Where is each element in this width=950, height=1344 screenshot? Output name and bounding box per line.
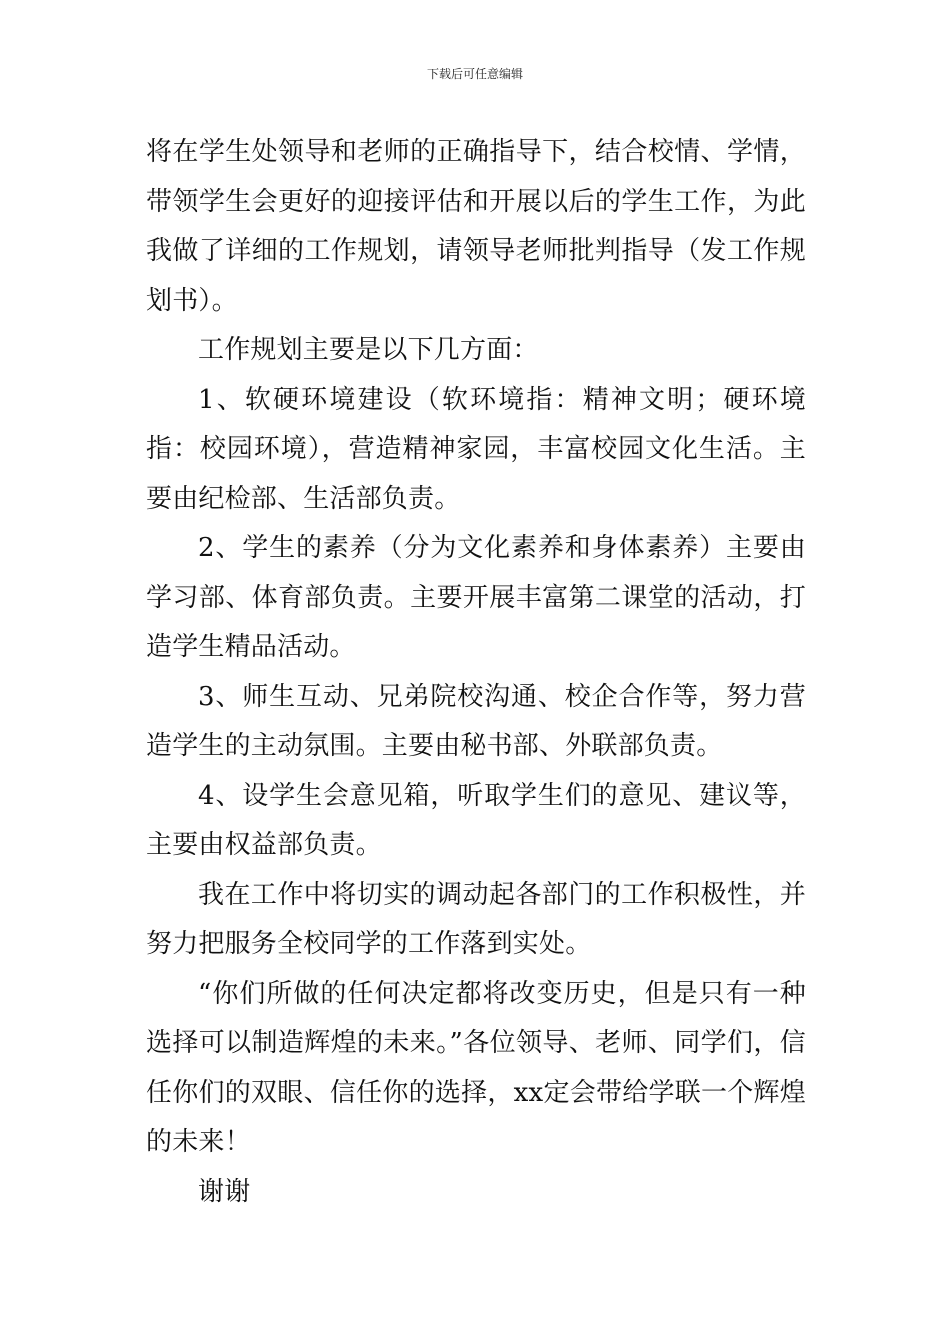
paragraph-continuation: 将在学生处领导和老师的正确指导下，结合校情、学情，带领学生会更好的迎接评估和开展以后的学生工作，为此我做了详细的工作规划，请领导老师批判指导（发工作规划书）。 <box>146 137 806 316</box>
paragraph-plan-item-3: 3、师生互动、兄弟院校沟通、校企合作等，努力营造学生的主动氛围。主要由秘书部、外联部负责。 <box>146 681 806 761</box>
paragraph-plan-intro: 工作规划主要是以下几方面： <box>198 335 539 365</box>
document-body <box>146 128 806 1217</box>
paragraph-plan-item-2: 2、学生的素养（分为文化素养和身体素养）主要由学习部、体育部负责。主要开展丰富第二课堂的活动，打造学生精品活动。 <box>146 533 806 662</box>
paragraph-thanks: 谢谢 <box>198 1176 251 1207</box>
page-header-note: 下载后可任意编辑 <box>426 67 523 81</box>
paragraph-quote: “你们所做的任何决定都将改变历史，但是只有一种选择可以制造辉煌的未来。”各位领导、老师、同学们，信任你们的双眼、信任你的选择，xx定会带给学联一个辉煌的未来！ <box>146 978 806 1157</box>
paragraph-plan-item-1: 1、软硬环境建设（软环境指：精神文明；硬环境指：校园环境），营造精神家园，丰富校园文化生活。主要由纪检部、生活部负责。 <box>146 384 806 514</box>
paragraph-plan-item-4: 4、设学生会意见箱，听取学生们的意见、建议等，主要由权益部负责。 <box>146 780 806 860</box>
paragraph-commitment: 我在工作中将切实的调动起各部门的工作积极性，并努力把服务全校同学的工作落到实处。 <box>146 879 806 959</box>
